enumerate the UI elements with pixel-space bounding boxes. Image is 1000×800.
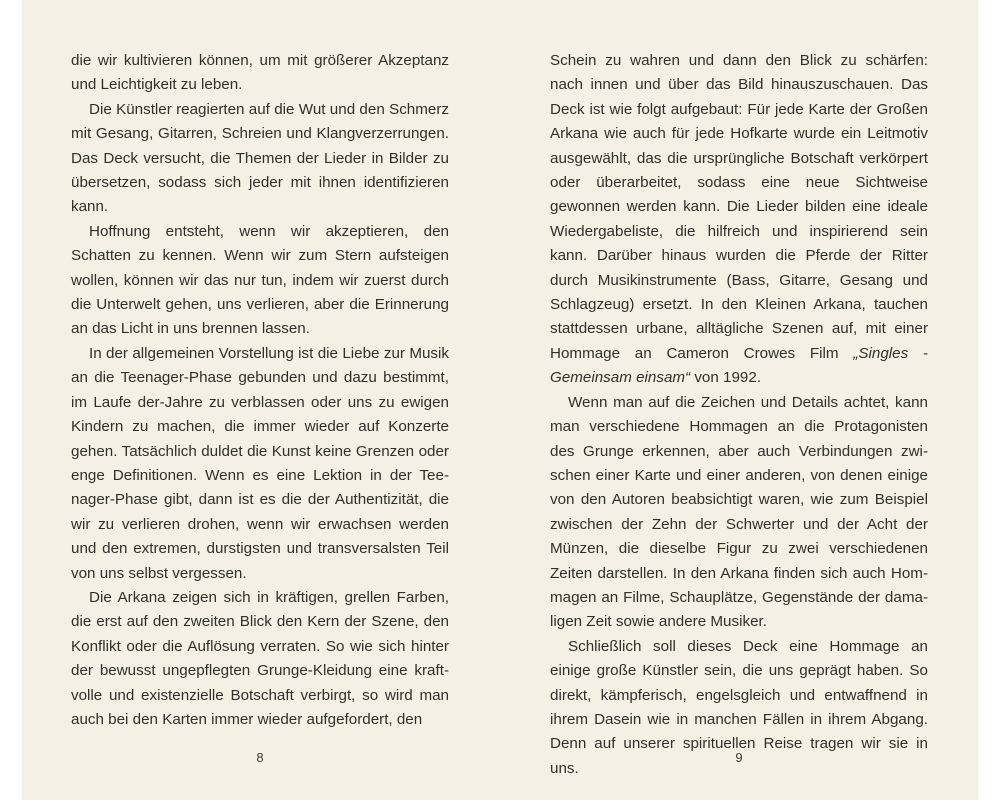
paragraph-text: von 1992. (690, 369, 762, 387)
paragraph: In der allgemeinen Vorstellung ist die Liebe zur Musik an die Teenager-Phase gebunden und dazu bestimmt, im Laufe der-Jahre zu verblassen oder uns zu ewigen Kindern zu machen, die immer wieder auf Konzerte gehen. Tatsächlich duldet die Kunst keine Grenzen oder enge Definitionen. Wenn es eine Lektion in der Teenager-Phase gibt, dann ist es die der Authentizität, die wir zu verlieren drohen, wenn wir erwachsen werden und den extremen, durstigsten und transversalsten Teil von uns selbst vergessen. (71, 344, 449, 582)
book-spread (22, 0, 978, 800)
paragraph: Hoffnung entsteht, wenn wir akzeptieren, den Schatten zu kennen. Wenn wir zum Stern aufsteigen wollen, können wir das nur tun, indem wir zuerst durch die Unterwelt gehen, uns verlieren, aber die Erinnerung an das Licht in uns brennen lassen. (71, 222, 449, 338)
paragraph: Schließlich soll dieses Deck eine Hommage an einige große Künstler sein, die uns geprägt haben. So direkt, kämpferisch, engelsgleich und entwaffnend in ihrem Dasein wie in manchen Fällen in ihrem Abgang. Denn auf unserer spirituellen Reise tragen wir sie in uns. (550, 637, 928, 777)
paragraph: Wenn man auf die Zeichen und Details achtet, kann man verschiedene Hommagen an die Protagonisten des Grunge erkennen, aber auch Verbindungen zwischen einer Karte und einer anderen, von denen einige von den Autoren beabsichtigt waren, wie zum Beispiel zwischen der Zehn der Schwerter und der Acht der Münzen, die dieselbe Figur zu zwei verschiedenen Zeiten darstellen. In den Arkana finden sich auch Hommagen an Filme, Schauplätze, Gegenstände der damaligen Zeit sowie andere Musiker. (550, 393, 928, 631)
paragraph: Die Künstler reagierten auf die Wut und den Schmerz mit Gesang, Gitarren, Schreien und Klangverzerrungen. Das Deck versucht, die Themen der Lieder in Bilder zu übersetzen, sodass sich jeder mit ihnen identifizieren kann. (71, 100, 449, 216)
paragraph (550, 49, 928, 391)
paragraph: die wir kultivieren können, um mit größerer Akzeptanz und Leichtigkeit zu leben. (71, 52, 449, 94)
paragraph-text: Schein zu wahren und dann den Blick zu schärfen: nach innen und über das Bild hinauszuschauen. Das Deck ist wie folgt aufgebaut: Für jede Karte der Großen Arkana wie auch für jede Hofkarte wurde ein Leitmotiv ausgewählt, das die ursprüngliche Botschaft verkörpert oder überarbeitet, sodass eine neue Sichtweise gewonnen werden kann. Die Lieder bilden eine ideale Wiedergabeliste, die hilfreich und inspirierend sein kann. Darüber hinaus wurden die Pferde der Ritter durch Musikinstrumente (Bass, Gitarre, Gesang und Schlagzeug) ersetzt. In den Kleinen Arkana, tauchen stattdessen urbane, alltägliche Szenen auf, mit einer Hommage an Cameron Crowes Film (550, 52, 928, 362)
left-page (71, 49, 449, 732)
film-title: „Singles - Gemeinsam einsam“ (550, 344, 928, 387)
right-page (550, 49, 928, 781)
page-number-left: 8 (256, 750, 264, 765)
paragraph: Die Arkana zeigen sich in kräftigen, grellen Farben, die erst auf den zweiten Blick den Kern der Szene, den Konflikt oder die Auflösung verraten. So wie sich hinter der bewusst ungepflegten Grunge-Kleidung eine kraftvolle und existenzielle Botschaft verbirgt, so wird man auch bei den Karten immer wieder aufgefordert, den (71, 588, 449, 728)
page-number-right: 9 (735, 750, 743, 765)
